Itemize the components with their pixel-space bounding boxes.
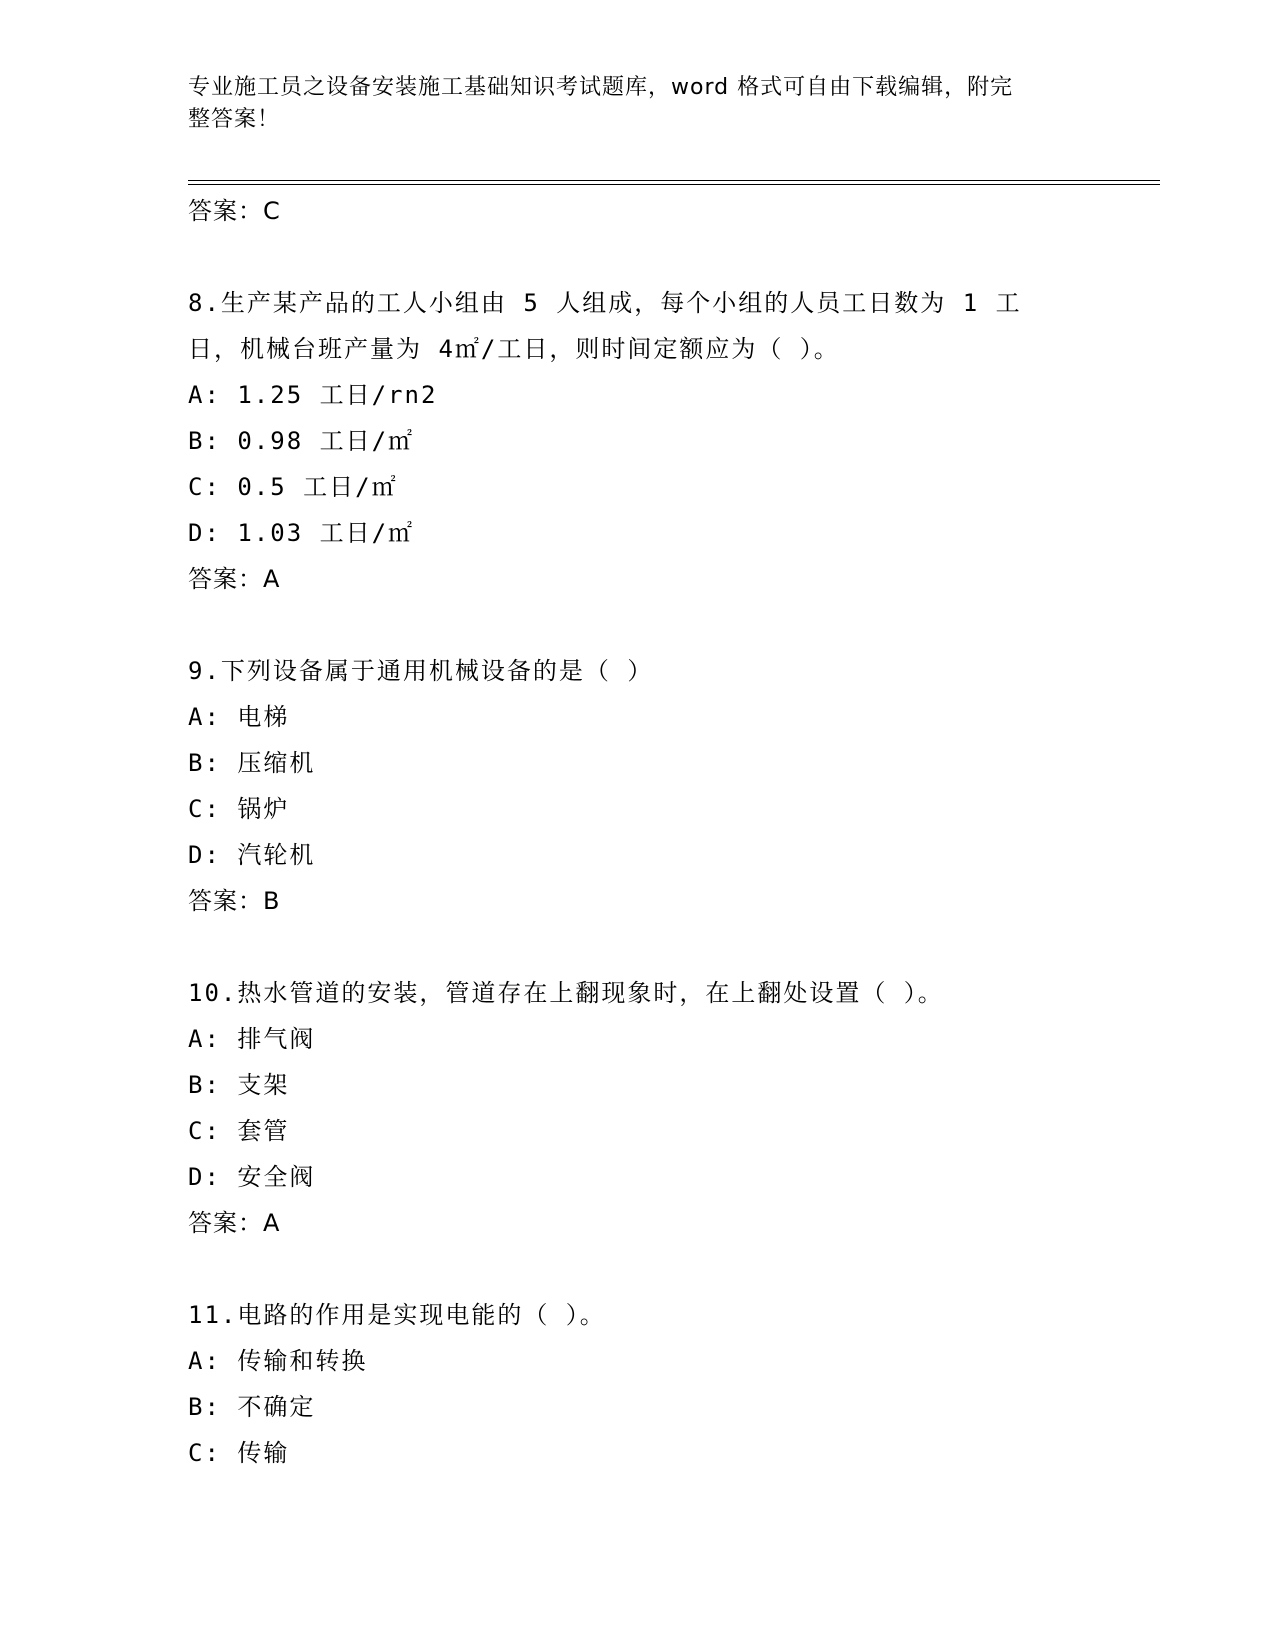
answer: 答案：A: [188, 565, 281, 593]
option-b: B: 不确定: [188, 1393, 316, 1421]
question-stem: 9.下列设备属于通用机械设备的是（ ）: [188, 657, 654, 685]
header-divider-bottom: [188, 184, 1160, 185]
question-stem: 日，机械台班产量为 4㎡/工日，则时间定额应为（ ）。: [188, 335, 840, 363]
previous-answer: 答案：C: [188, 197, 281, 225]
option-d: D: 1.03 工日/㎡: [188, 519, 415, 547]
question-list: [188, 188, 1088, 1476]
option-d: D: 汽轮机: [188, 841, 316, 869]
document-header: [188, 72, 1068, 136]
answer: 答案：B: [188, 887, 281, 915]
question-stem: 8.生产某产品的工人小组由 5 人组成，每个小组的人员工日数为 1 工: [188, 289, 1022, 317]
header-divider-top: [188, 180, 1160, 181]
header-line-2: 整答案！: [188, 107, 281, 132]
option-c: C: 0.5 工日/㎡: [188, 473, 398, 501]
option-d: D: 安全阀: [188, 1163, 316, 1191]
question-10: [188, 970, 1088, 1246]
question-11: [188, 1292, 1088, 1476]
option-a: A: 1.25 工日/rn2: [188, 381, 438, 409]
option-b: B: 压缩机: [188, 749, 316, 777]
option-a: A: 传输和转换: [188, 1347, 368, 1375]
option-a: A: 排气阀: [188, 1025, 316, 1053]
option-b: B: 支架: [188, 1071, 290, 1099]
question-stem: 10.热水管道的安装，管道存在上翻现象时，在上翻处设置（ ）。: [188, 979, 944, 1007]
question-stem: 11.电路的作用是实现电能的（ ）。: [188, 1301, 606, 1329]
header-line-1: 专业施工员之设备安装施工基础知识考试题库，word 格式可自由下载编辑，附完: [188, 75, 1014, 100]
option-b: B: 0.98 工日/㎡: [188, 427, 415, 455]
option-c: C: 锅炉: [188, 795, 290, 823]
answer: 答案：A: [188, 1209, 281, 1237]
question-9: [188, 648, 1088, 924]
option-c: C: 套管: [188, 1117, 290, 1145]
option-a: A: 电梯: [188, 703, 290, 731]
question-8: [188, 280, 1088, 602]
option-c: C: 传输: [188, 1439, 290, 1467]
